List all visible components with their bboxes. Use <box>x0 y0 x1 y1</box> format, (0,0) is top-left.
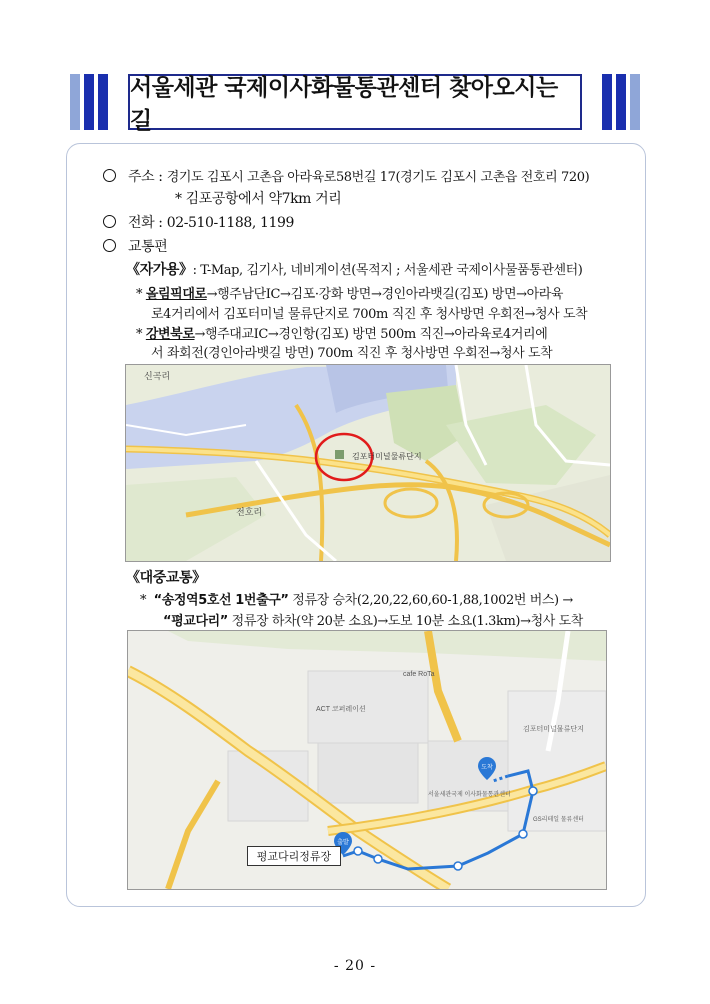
decor-bar <box>602 74 612 130</box>
car-text: : T-Map, 김기사, 네비게이션(목적지 ; 서울세관 국제이사물품통관센터) <box>192 263 583 278</box>
decor-bar <box>98 74 108 130</box>
route1-text1: →행주남단IC→김포·강화 방면→경인아라뱃길(김포) 방면→아라육 <box>206 287 564 302</box>
walking-route-map <box>127 630 607 890</box>
cafe-label: cafe RoTa <box>403 671 435 678</box>
address-label: 주소 : <box>128 169 163 185</box>
decor-bar <box>70 74 80 130</box>
phone-line <box>103 212 294 232</box>
route1-line1: * 올림픽대로→행주남단IC→김포·강화 방면→경인아라뱃길(김포) 방면→아라육 <box>136 287 564 302</box>
public-line2 <box>163 610 583 629</box>
public-heading: 《대중교통》 <box>126 570 206 586</box>
address-value: 경기도 김포시 고촌읍 아라육로58번길 17(경기도 김포시 고촌읍 전호리 720) <box>166 170 590 185</box>
public-stop1: “송정역5호선 1번출구” <box>153 593 289 608</box>
decor-bar <box>616 74 626 130</box>
title-banner <box>70 74 640 134</box>
car-line <box>126 259 582 279</box>
route2-text1: →행주대교IC→경인항(김포) 방면 500m 직진→아라육로4거리에 <box>194 327 548 342</box>
route2-line1: * 강변북로→행주대교IC→경인항(김포) 방면 500m 직진→아라육로4거리에 <box>136 327 548 342</box>
bus-stop-label: 평교다리정류장 <box>247 846 341 866</box>
logistics-label: 김포터미널물류단지 <box>523 726 584 733</box>
page-number: - 20 - <box>333 958 377 974</box>
car-heading: 《자가용》 <box>126 262 193 278</box>
decor-bar <box>84 74 94 130</box>
bullet-circle-icon <box>103 169 116 182</box>
bullet-circle-icon <box>103 239 116 252</box>
start-pin-label: 출발 <box>337 840 349 846</box>
route2-line2: 서 좌회전(경인아라뱃길 방면) 700m 직진 후 청사방면 우회전→청사 도착 <box>151 346 553 361</box>
public-text2: 정류장 하차(약 20분 소요)→도보 10분 소요(1.3km)→청사 도착 <box>231 614 583 629</box>
map1-topleft-label: 신곡리 <box>144 371 171 381</box>
map1-center-label: 김포터미널물류단지 <box>352 452 422 461</box>
bullet-circle-icon <box>103 215 116 228</box>
address-line <box>103 166 589 186</box>
route1-name: 올림픽대로 <box>145 287 207 302</box>
customs-label: 서울세관국제 이사화물통관센터 <box>428 792 511 798</box>
public-line1: * “송정역5호선 1번출구” 정류장 승차(2,20,22,60,60-1,88,1002번 버스) → <box>140 593 573 608</box>
gs-label: GS리테일 물류센터 <box>533 817 584 823</box>
public-text1: 정류장 승차(2,20,22,60,60-1,88,1002번 버스) → <box>292 593 573 608</box>
destination-pin-label: 도착 <box>481 765 493 771</box>
decor-bar <box>630 74 640 130</box>
public-stop2: “평교다리” <box>163 614 228 629</box>
map1-bottom-label: 전호리 <box>236 507 263 517</box>
act-label: ACT 코퍼레이션 <box>316 706 366 713</box>
route1-line2: 로4거리에서 김포터미널 물류단지로 700m 직진 후 청사방면 우회전→청사 도착 <box>151 307 588 322</box>
transport-line <box>103 236 167 256</box>
page-title: 서울세관 국제이사화물통관센터 찾아오시는 길 <box>128 74 582 130</box>
transport-label: 교통편 <box>128 239 168 255</box>
phone-label: 전화 : <box>128 215 163 231</box>
address-note: * 김포공항에서 약7km 거리 <box>175 191 342 207</box>
phone-value: 02-510-1188, 1199 <box>166 215 295 231</box>
route2-name: 강변북로 <box>145 327 195 342</box>
car-route-map <box>125 364 611 562</box>
